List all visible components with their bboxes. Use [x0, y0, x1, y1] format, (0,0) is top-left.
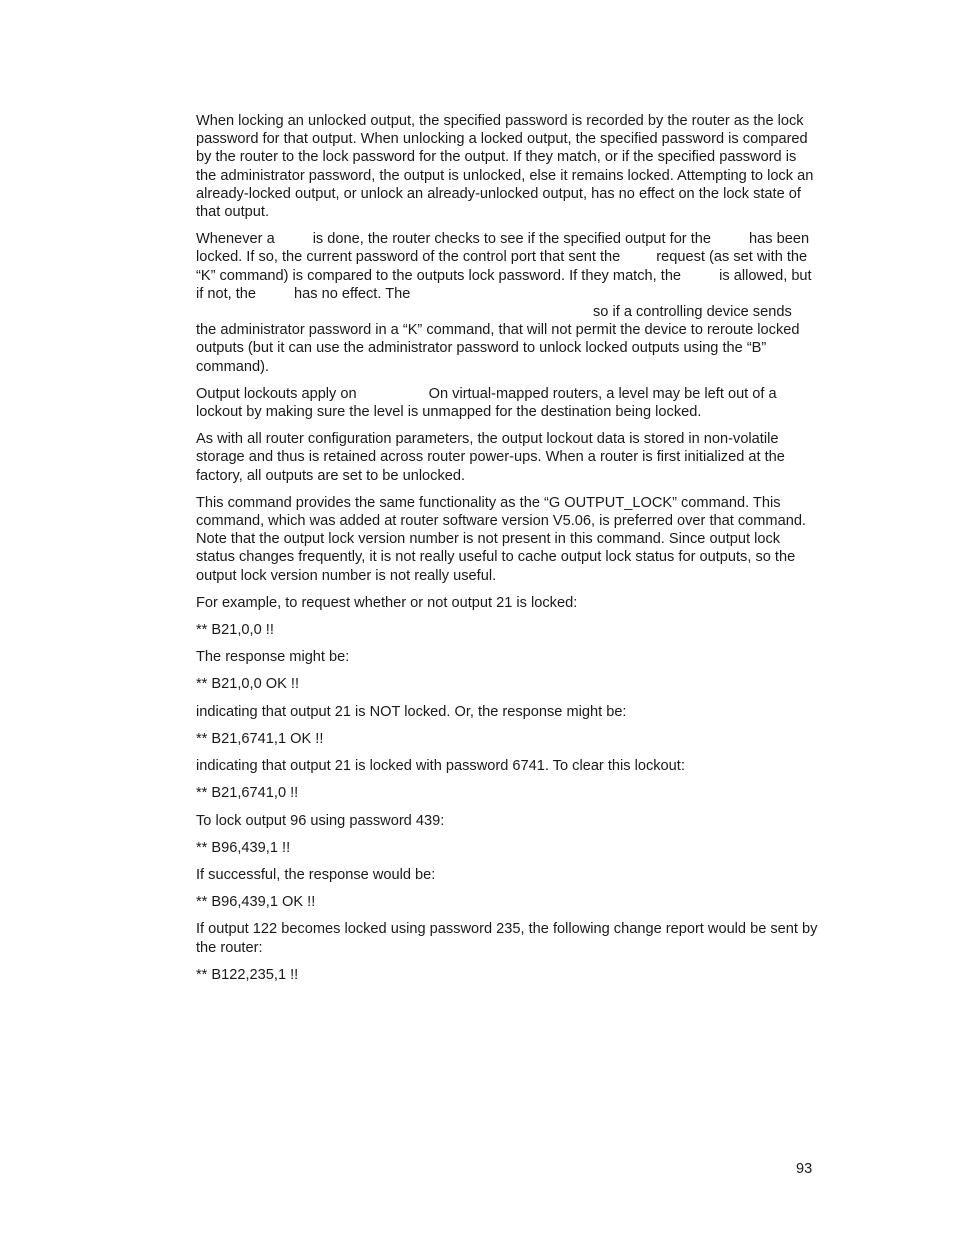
document-body [196, 112, 820, 993]
text-fragment: has no effect. The [294, 285, 411, 302]
command-example: ** B21,0,0 OK !! [196, 676, 300, 693]
paragraph-route-check [196, 230, 820, 376]
text-fragment: is allowed, but if not, the [196, 267, 812, 302]
paragraph-nonvolatile: As with all router configuration parameters, the output lockout data is stored in non-volatile storage and thus is retained across router power-ups. When a router is first initialized at the factory, all outputs are set to be unlocked. [196, 431, 785, 484]
command-example: ** B122,235,1 !! [196, 966, 299, 983]
paragraph-text: If output 122 becomes locked using password 235, the following change report would be sent by the router: [196, 921, 818, 956]
text-fragment: request (as [656, 249, 730, 266]
paragraph-text: If successful, the response would be: [196, 866, 436, 883]
paragraph-lock-behavior: When locking an unlocked output, the specified password is recorded by the router as the lock password for that output. When unlocking a locked output, the specified password is compared by the router to the lock password for the output. If they match, or if the specified password is the administrator password, the output is unlocked, else it remains locked. Attempting to lock an already-locked output, or unlock an already-unlocked output, has no effect on the lock state of that output. [196, 113, 814, 221]
paragraph-functionality: This command provides the same functionality as the “G OUTPUT_LOCK” command. This command, which was added at router software version V5.06, is preferred over that command. Note that the output lock version number is not present in this command. Since output lock status changes frequently, it is not really useful to cache output lock status for outputs, so the output lock version number is not really useful. [196, 494, 806, 584]
text-fragment: the administrator password in a “K” command, that will not permit the device to reroute locked outputs (but it can use the administrator password to unlock locked outputs using the “B” command). [196, 322, 800, 375]
text-fragment: Output lockouts apply on [196, 385, 357, 402]
paragraph-text: indicating that output 21 is NOT locked. Or, the response might be: [196, 703, 627, 720]
paragraph-text: The response might be: [196, 649, 350, 666]
text-fragment: so if a controlling device sends [593, 304, 792, 321]
text-fragment: set with the “K” command) is compared to the outputs lock password. If they match, the [196, 249, 808, 284]
paragraph-text: indicating that output 21 is locked with password 6741. To clear this lockout: [196, 758, 685, 775]
paragraph-text: To lock output 96 using password 439: [196, 812, 445, 829]
command-example: ** B96,439,1 OK !! [196, 894, 316, 911]
command-example: ** B96,439,1 !! [196, 839, 291, 856]
text-fragment: has [749, 231, 773, 248]
page-number: 93 [796, 1161, 813, 1177]
command-example: ** B21,0,0 !! [196, 622, 274, 639]
command-example: ** B21,6741,0 !! [196, 785, 299, 802]
paragraph-example-intro: For example, to request whether or not output 21 is locked: [196, 594, 578, 611]
text-fragment: been locked. If so, the current password of the control port that sent the [196, 231, 810, 266]
text-fragment: is done, the router checks to see if the specified output for the [312, 231, 712, 248]
text-fragment: On virtual-mapped routers, a level may be left out of a lockout by making sure the level is unmapped for the destination being locked. [196, 385, 777, 421]
text-fragment: Whenever a [196, 231, 275, 248]
command-example: ** B21,6741,1 OK !! [196, 730, 324, 747]
paragraph-level-lockouts [196, 385, 820, 421]
